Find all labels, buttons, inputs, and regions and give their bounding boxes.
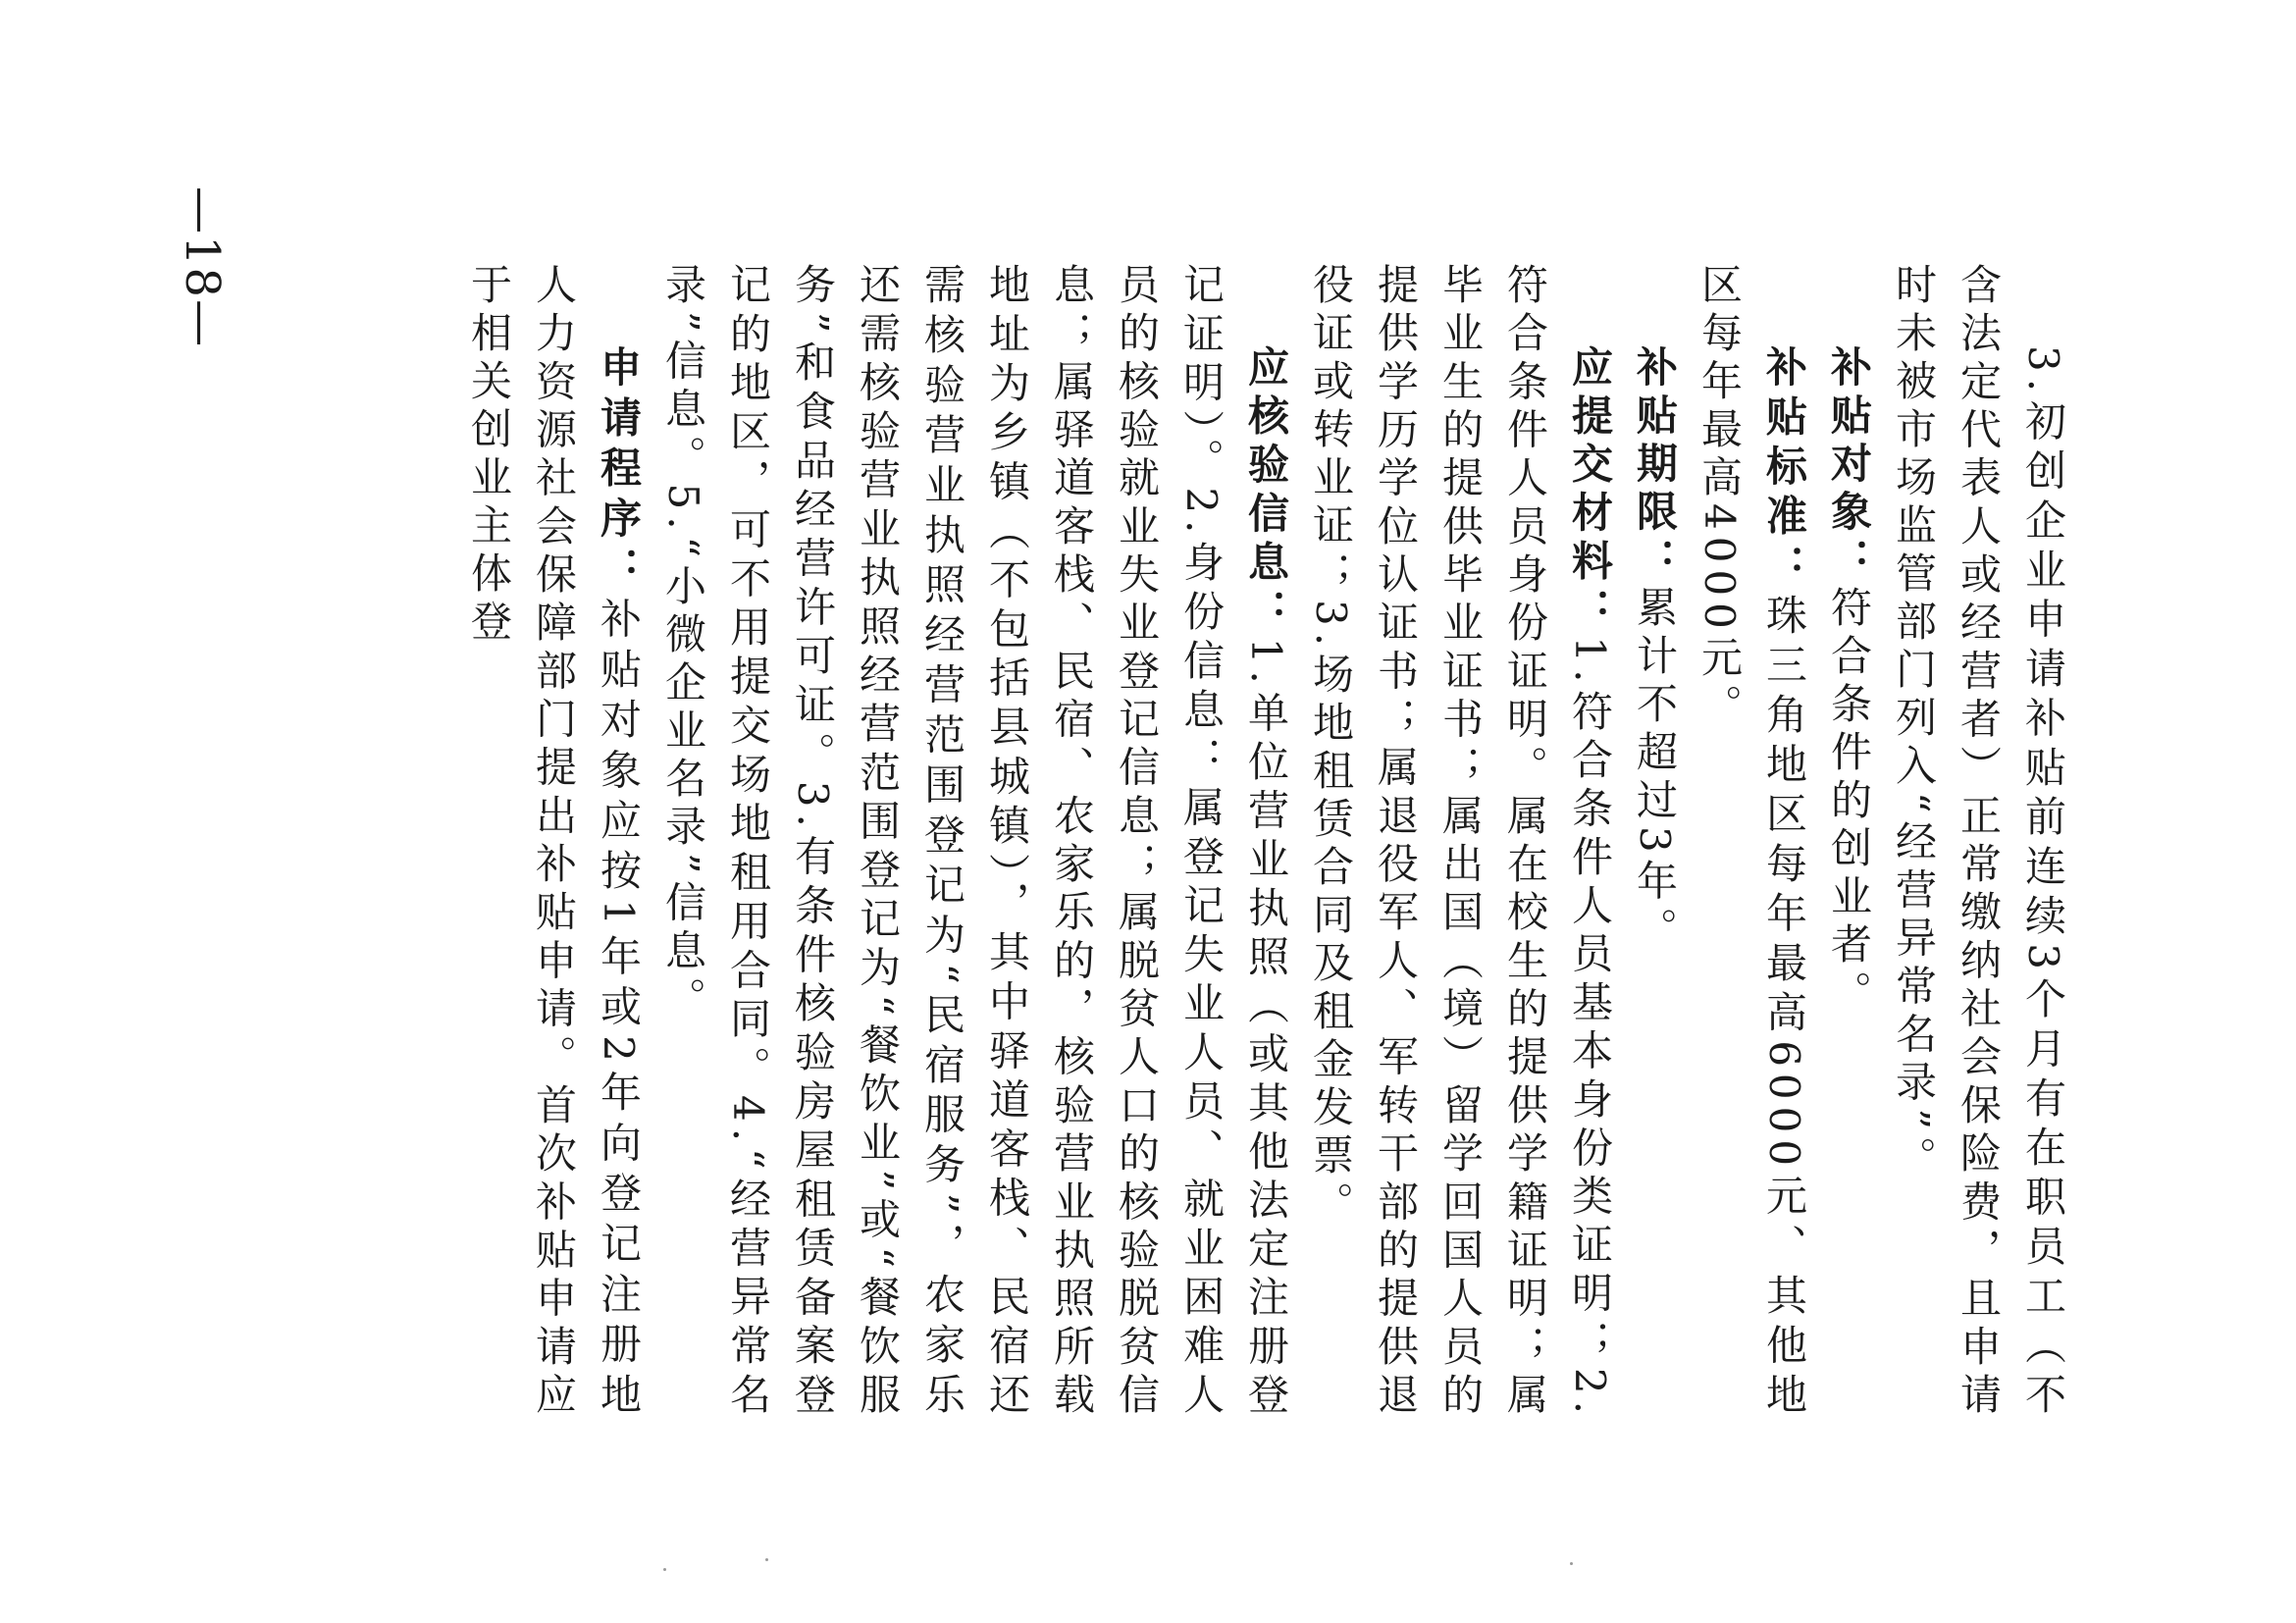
paragraph-label: 补贴对象： [1825, 345, 1873, 586]
scan-speck [1570, 1562, 1573, 1565]
paragraph-label: 应提交材料： [1566, 345, 1614, 637]
paragraph-label: 补贴标准： [1760, 345, 1808, 594]
paragraph-text: 1.符合条件人员基本身份类证明；2.符合条件人员身份证明。属在校生的提供学籍证明；属毕业生的提供毕业证书；属出国（境）留学回国人员的提供学历学位认证书；属退役军人、军转干部的提供退役证或转业证；3.场地租赁合同及租金发票。 [1307, 263, 1614, 1421]
paragraph-required-materials [1298, 263, 1622, 1421]
paragraph-text: 1.单位营业执照（或其他法定注册登记证明）。2.身份信息：属登记失业人员、就业困难人员的核验就业失业登记信息；属脱贫人口的核验脱贫信息；属驿道客栈、民宿、农家乐的，核验营业执照所载地址为乡镇（不包括县城镇），其中驿道客栈、民宿还需核验营业执照经营范围登记为“民宿服务”，农家乐还需核验营业执照经营范围登记为“餐饮业”或“餐饮服务”和食品经营许可证。3.有条件核验房屋租赁备案登记的地区，可不用提交场地租用合同。4.“经营异常名录”信息。5.“小微企业名录”信息。 [659, 263, 1290, 1421]
scan-speck [663, 1568, 666, 1571]
page-number: —18— [175, 186, 230, 349]
paragraph-verification-info [651, 263, 1298, 1421]
paragraph-label: 补贴期限： [1631, 345, 1679, 586]
document-body [191, 263, 2075, 1421]
paragraph-application-procedure [456, 263, 651, 1421]
paragraph-text: 累计不超过3年。 [1631, 586, 1679, 956]
paragraph-condition-3 [1881, 263, 2075, 1421]
paragraph-text: 3.初创企业申请补贴前连续3个月有在职员工（不含法定代表人或经营者）正常缴纳社会保险费，且申请时未被市场监管部门列入“经营异常名录”。 [1890, 263, 2067, 1421]
paragraph-subsidy-period [1622, 263, 1687, 1421]
paragraph-label: 申请程序： [595, 345, 643, 598]
paragraph-label: 应核验信息： [1242, 345, 1290, 638]
paragraph-text: 珠三角地区每年最高6000元、其他地区每年最高4000元。 [1696, 263, 1808, 1421]
paragraph-subsidy-target [1816, 263, 1881, 1421]
paragraph-text: 补贴对象应按1年或2年向登记注册地人力资源社会保障部门提出补贴申请。首次补贴申请应于相关创业主体登 [465, 263, 643, 1421]
scan-speck [765, 1558, 768, 1561]
paragraph-subsidy-standard [1687, 263, 1816, 1421]
paragraph-text: 符合条件的创业者。 [1825, 586, 1873, 1019]
